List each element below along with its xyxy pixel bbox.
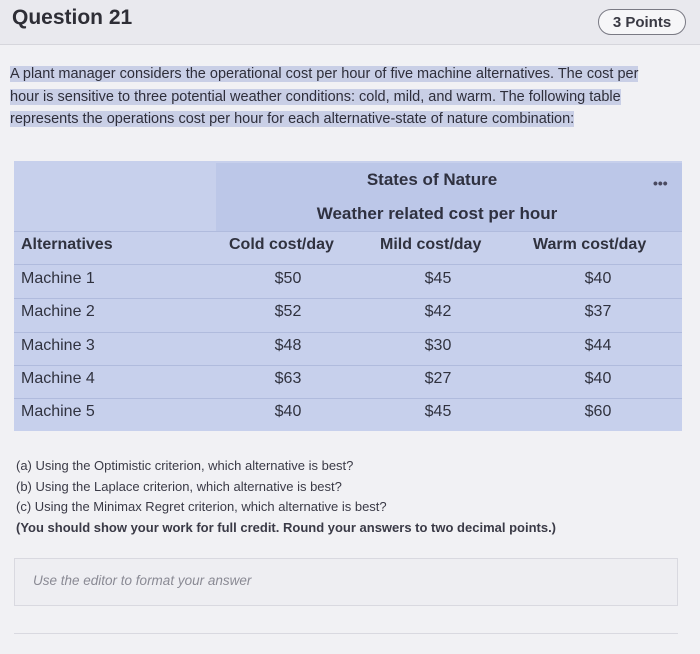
row-name-machine-5: Machine 5 xyxy=(21,403,95,420)
question-b: (b) Using the Laplace criterion, which alternative is best? xyxy=(16,478,342,494)
row-divider xyxy=(14,231,682,232)
sub-questions xyxy=(16,456,686,538)
cell-cold: $48 xyxy=(274,337,302,354)
column-header-cold: Cold cost/day xyxy=(229,236,334,253)
cell-cold: $52 xyxy=(274,303,302,320)
question-title: Question 21 xyxy=(12,6,133,29)
row-divider xyxy=(14,398,682,399)
points-badge: 3 Points xyxy=(598,9,686,35)
cell-cold: $50 xyxy=(274,270,302,287)
prompt-line-1: A plant manager considers the operational cost per hour of five machine alternatives. The cost per xyxy=(10,66,639,82)
row-name-machine-4: Machine 4 xyxy=(21,370,95,387)
cell-cold: $40 xyxy=(274,403,302,420)
cell-warm: $40 xyxy=(584,370,612,387)
row-divider xyxy=(14,264,682,265)
ellipsis-icon[interactable]: ••• xyxy=(653,175,668,191)
row-divider xyxy=(14,298,682,299)
states-of-nature-label: States of Nature xyxy=(366,170,498,189)
cell-warm: $60 xyxy=(584,403,612,420)
cell-mild: $45 xyxy=(424,403,452,420)
weather-cost-label: Weather related cost per hour xyxy=(316,204,558,223)
prompt-line-2: hour is sensitive to three potential weather conditions: cold, mild, and warm. The following table xyxy=(10,88,621,105)
column-header-warm: Warm cost/day xyxy=(533,236,647,253)
row-name-machine-3: Machine 3 xyxy=(21,337,95,354)
cell-warm: $40 xyxy=(584,270,612,287)
question-c: (c) Using the Minimax Regret criterion, which alternative is best? xyxy=(16,499,387,514)
alternatives-header: Alternatives xyxy=(21,236,113,253)
cell-mild: $30 xyxy=(424,337,452,354)
cell-mild: $27 xyxy=(424,370,452,387)
cell-cold: $63 xyxy=(274,370,302,387)
instructions-note: (You should show your work for full credit. Round your answers to two decimal points.) xyxy=(16,519,557,535)
row-name-machine-1: Machine 1 xyxy=(21,270,95,287)
cell-mild: $45 xyxy=(424,270,452,287)
cell-warm: $44 xyxy=(584,337,612,354)
row-divider xyxy=(14,332,682,333)
question-prompt xyxy=(10,63,686,131)
editor-divider xyxy=(14,633,678,634)
answer-editor[interactable] xyxy=(14,558,678,606)
row-name-machine-2: Machine 2 xyxy=(21,303,95,320)
cell-mild: $42 xyxy=(424,303,452,320)
column-header-mild: Mild cost/day xyxy=(380,236,482,253)
question-header xyxy=(0,0,700,45)
editor-placeholder: Use the editor to format your answer xyxy=(33,573,252,588)
row-divider xyxy=(14,365,682,366)
prompt-line-3: represents the operations cost per hour for each alternative-state of nature combination: xyxy=(10,111,575,127)
question-a: (a) Using the Optimistic criterion, which alternative is best? xyxy=(16,458,354,473)
cell-warm: $37 xyxy=(584,303,612,320)
